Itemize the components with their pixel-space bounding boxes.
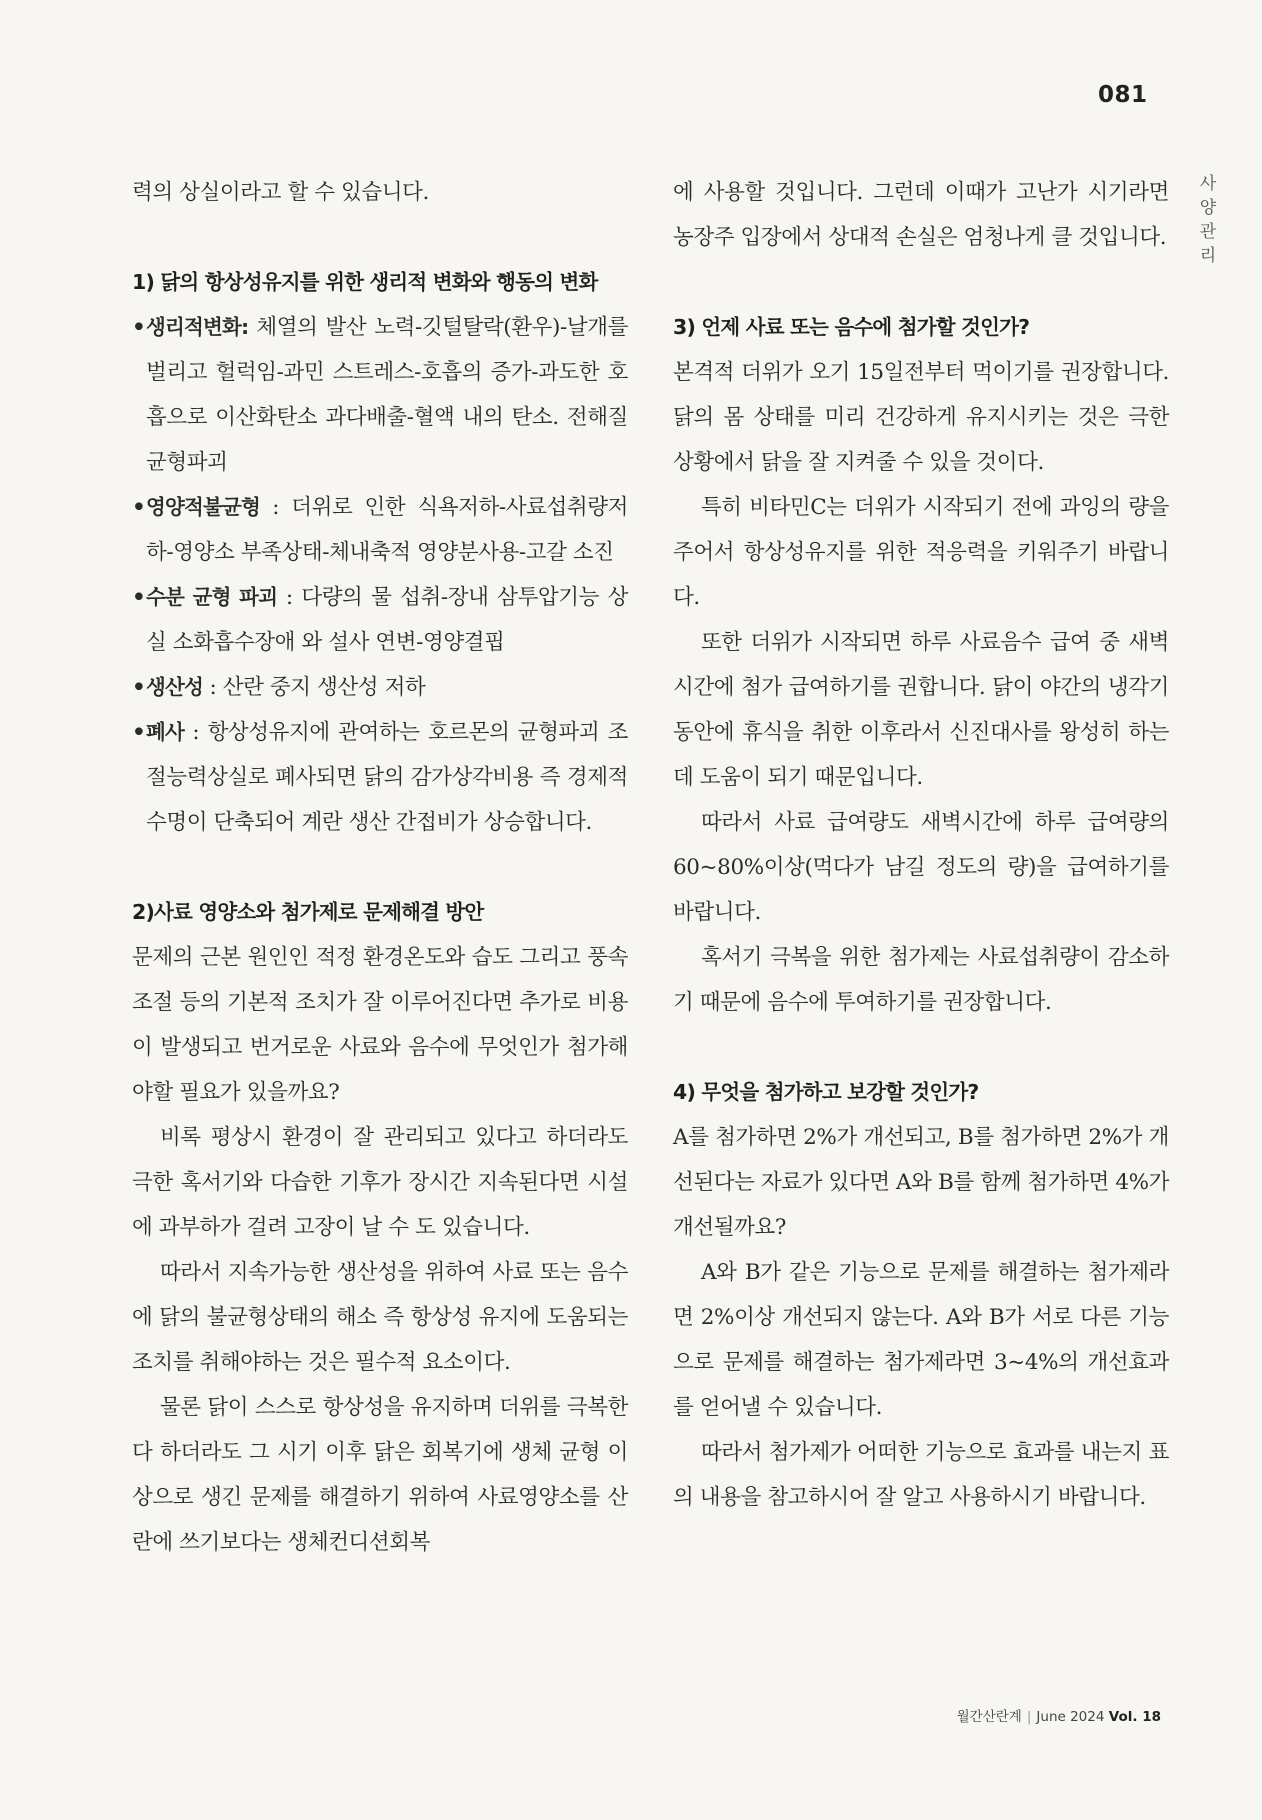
section-tab-char: 리 — [1199, 246, 1217, 266]
section-tab-char: 관 — [1199, 222, 1217, 242]
paragraph: 특히 비타민C는 더위가 시작되기 전에 과잉의 량을 주어서 항상성유지를 위한 적응력을 키워주기 바랍니다. — [673, 495, 1169, 610]
bullet-dot-icon: • — [132, 585, 146, 610]
bullet-term: 생리적변화: — [146, 315, 249, 339]
volume-number: Vol. 18 — [1108, 1709, 1161, 1725]
bullet-dot-icon: • — [132, 675, 146, 700]
section-heading-2: 2)사료 영양소와 첨가제로 문제해결 방안 — [132, 900, 484, 924]
bullet-dot-icon: • — [132, 720, 146, 745]
page-footer — [957, 1705, 1161, 1725]
paragraph: 또한 더위가 시작되면 하루 사료음수 급여 중 새벽시간에 첨가 급여하기를 권합니다. 닭이 야간의 냉각기 동안에 휴식을 취한 이후라서 신진대사를 왕성히 하는데 도움이 되기 때문입니다. — [673, 630, 1169, 790]
paragraph: A를 첨가하면 2%가 개선되고, B를 첨가하면 2%가 개선된다는 자료가 있다면 A와 B를 함께 첨가하면 4%가 개선될까요? — [673, 1125, 1169, 1240]
bullet-item — [132, 665, 628, 710]
paragraph: 본격적 더위가 오기 15일전부터 먹이기를 권장합니다. 닭의 몸 상태를 미리 건강하게 유지시키는 것은 극한 상황에서 닭을 잘 지켜줄 수 있을 것이다. — [673, 360, 1169, 475]
bullet-text: : 항상성유지에 관여하는 호르몬의 균형파괴 조절능력상실로 폐사되면 닭의 감가상각비용 즉 경제적 수명이 단축되어 계란 생산 간접비가 상승합니다. — [146, 720, 628, 835]
right-column — [673, 170, 1169, 1520]
paragraph: 물론 닭이 스스로 항상성을 유지하며 더위를 극복한다 하더라도 그 시기 이후 닭은 회복기에 생체 균형 이상으로 생긴 문제를 해결하기 위하여 사료영양소를 산란에 쓰기보다는 생체컨디션회복 — [132, 1395, 628, 1555]
bullet-term: 영양적불균형 — [146, 495, 261, 519]
section-heading-4: 4) 무엇을 첨가하고 보강할 것인가? — [673, 1080, 979, 1104]
section-heading-3: 3) 언제 사료 또는 음수에 첨가할 것인가? — [673, 315, 1030, 339]
section-tab-char: 양 — [1199, 198, 1217, 218]
paragraph: 따라서 사료 급여량도 새벽시간에 하루 급여량의 60~80%이상(먹다가 남길 정도의 량)을 급여하기를 바랍니다. — [673, 810, 1169, 925]
section-heading-1: 1) 닭의 항상성유지를 위한 생리적 변화와 행동의 변화 — [132, 270, 598, 294]
paragraph: 에 사용할 것입니다. 그런데 이때가 고난가 시기라면 농장주 입장에서 상대적 손실은 엄청나게 클 것입니다. — [673, 180, 1169, 250]
paragraph: 비록 평상시 환경이 잘 관리되고 있다고 하더라도 극한 혹서기와 다습한 기후가 장시간 지속된다면 시설에 과부하가 걸려 고장이 날 수 도 있습니다. — [132, 1125, 628, 1240]
section-tab — [1197, 172, 1219, 268]
paragraph: A와 B가 같은 기능으로 문제를 해결하는 첨가제라면 2%이상 개선되지 않는다. A와 B가 서로 다른 기능으로 문제를 해결하는 첨가제라면 3~4%의 개선효과를 얻어낼 수 있습니다. — [673, 1260, 1169, 1420]
paragraph: 따라서 첨가제가 어떠한 기능으로 효과를 내는지 표의 내용을 참고하시어 잘 알고 사용하시기 바랍니다. — [673, 1440, 1169, 1510]
bullet-item — [132, 575, 628, 665]
bullet-text: : 더위로 인한 식욕저하-사료섭취량저하-영양소 부족상태-체내축적 영양분사용-고갈 소진 — [146, 495, 628, 565]
paragraph: 따라서 지속가능한 생산성을 위하여 사료 또는 음수에 닭의 불균형상태의 해소 즉 항상성 유지에 도움되는 조치를 취해야하는 것은 필수적 요소이다. — [132, 1260, 628, 1375]
bullet-term: 폐사 — [146, 720, 185, 744]
section-tab-char: 사 — [1199, 174, 1217, 194]
bullet-dot-icon: • — [132, 495, 146, 520]
magazine-name: 월간산란계 — [956, 1709, 1022, 1725]
page-number: 081 — [1098, 82, 1148, 108]
issue-date: June 2024 — [1036, 1709, 1105, 1725]
footer-separator: | — [1026, 1709, 1032, 1725]
bullet-dot-icon: • — [132, 315, 146, 340]
paragraph: 혹서기 극복을 위한 첨가제는 사료섭취량이 감소하기 때문에 음수에 투여하기를 권장합니다. — [673, 945, 1169, 1015]
bullet-text: 체열의 발산 노력-깃털탈락(환우)-날개를 벌리고 헐럭임-과민 스트레스-호흡의 증가-과도한 호흡으로 이산화탄소 과다배출-혈액 내의 탄소. 전해질 균형파괴 — [146, 315, 628, 475]
bullet-term: 수분 균형 파괴 — [146, 585, 278, 609]
bullet-text: : 산란 중지 생산성 저하 — [203, 675, 426, 700]
paragraph: 문제의 근본 원인인 적정 환경온도와 습도 그리고 풍속 조절 등의 기본적 조치가 잘 이루어진다면 추가로 비용이 발생되고 번거로운 사료와 음수에 무엇인가 첨가해야할 필요가 있을까요? — [132, 945, 628, 1105]
bullet-item — [132, 305, 628, 485]
left-column — [132, 170, 628, 1565]
bullet-item — [132, 710, 628, 845]
bullet-term: 생산성 — [146, 675, 204, 699]
bullet-text: : 다량의 물 섭취-장내 삼투압기능 상실 소화흡수장애 와 설사 연변-영양결핍 — [146, 585, 628, 655]
bullet-item — [132, 485, 628, 575]
paragraph: 력의 상실이라고 할 수 있습니다. — [132, 180, 429, 205]
